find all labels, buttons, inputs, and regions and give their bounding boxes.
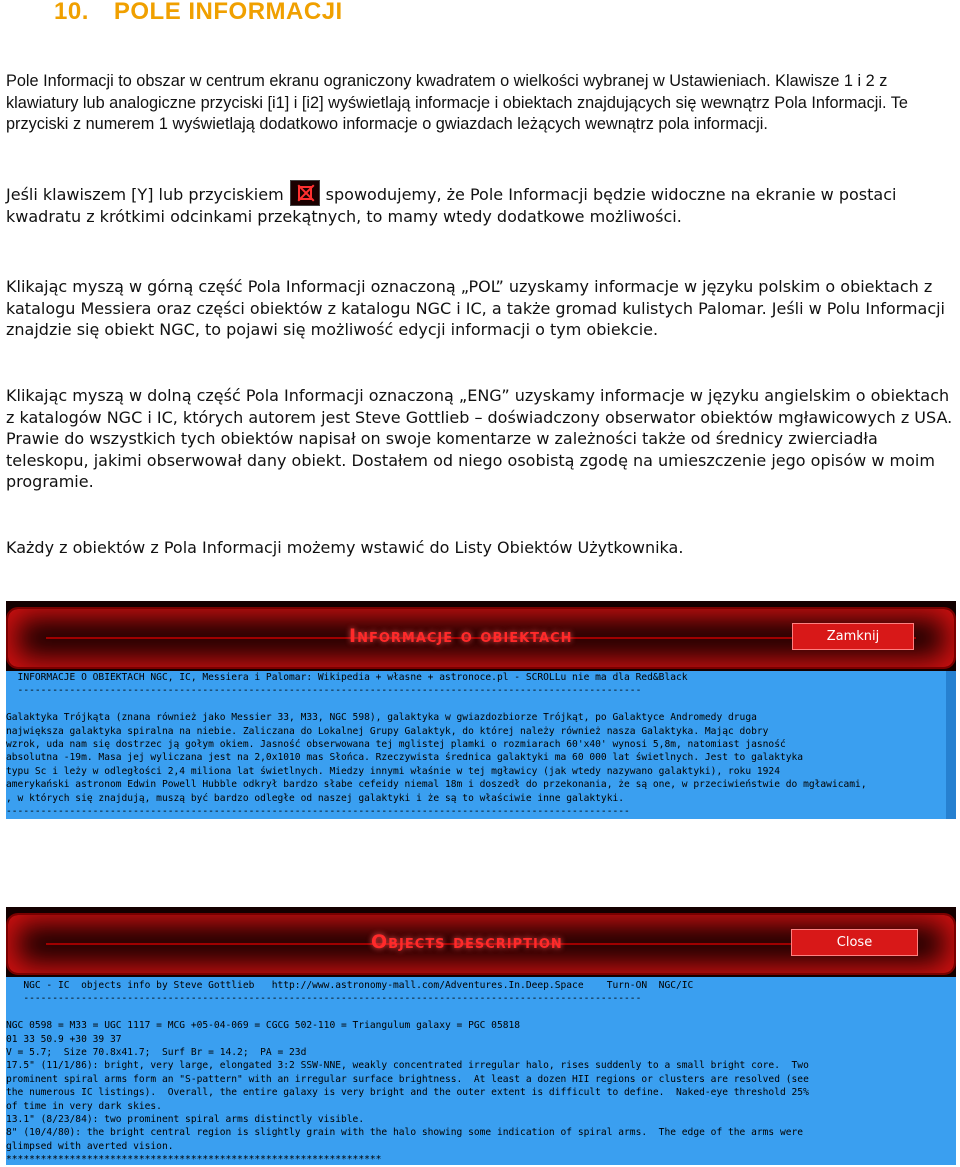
icon-paragraph-before: Jeśli klawiszem [Y] lub przyciskiem bbox=[6, 185, 284, 204]
user-list-paragraph: Każdy z obiektów z Pola Informacji możemy wstawić do Listy Obiektów Użytkownika. bbox=[6, 538, 684, 557]
english-info-window bbox=[6, 907, 956, 1165]
window-title: Informacje o obiektach bbox=[349, 625, 573, 647]
info-text: NGC - IC objects info by Steve Gottlieb http://www.astronomy-mall.com/Adventures.In.Deep.Space Turn-ON NGC/IC ----------------------------------------------------------------------------------------------------------- NGC 0598 = M33 = UGC 1117 = MCG +05-04-069 = CGCG 502-110 = Triangulum galaxy = PGC 05818 01 33 50.9 +30 39 37 V = 5.7; Size 70.8x41.7; Surf Br = 14.2; PA = 23d 17.5" (11/1/86): bright, very large, elongated 3:2 SSW-NNE, weakly concentrated irregular halo, rises suddenly to a small bright core. Two prominent spiral arms form an "S-pattern" with an irregular surface brightness. At least a dozen HII regions or clusters are resolved (see the numerous IC listings). Overall, the entire galaxy is very bright and the outer extent is difficult to define. Naked-eye threshold 25% of time in very dark skies. 13.1" (8/23/84): two prominent spiral arms distinctly visible. 8" (10/4/80): the bright central region is slightly grain with the halo showing some indication of spiral arms. The edge of the arms were glimpsed with averted vision. ***************************************************************** bbox=[6, 980, 809, 1166]
section-number: 10. bbox=[54, 0, 89, 25]
info-text: INFORMACJE O OBIEKTACH NGC, IC, Messiera i Palomar: Wikipedia + własne + astronoce.pl - SCROLLu nie ma dla Red&Black ------------------------------------------------------------------------------------------------------------ Galaktyka Trójkąta (znana również jako Messier 33, M33, NGC 598), galaktyka w gwiazdozbiorze Trójkąt, po Galaktyce Andromedy druga największa galaktyka spiralna na niebie. Zaliczana do Lokalnej Grupy Galaktyk, do której należy również nasza Galaktyka. Mając dobry wzrok, uda nam się dostrzec ją gołym okiem. Jasność obserwowana tej mglistej plamki o rozmiarach 60'x40' wynosi 5,8m, natomiast jasność absolutna -19m. Masa jej wyliczana jest na 2,0x1010 mas Słońca. Rzeczywista średnica galaktyki ma 60 000 lat świetlnych. Jest to galaktyka typu Sc i leży w odległości 2,4 miliona lat świetlnych. Miedzy innymi właśnie w tej mgławicy (jak wtedy nazywano galaktyki), roku 1924 amerykański astronom Edwin Powell Hubble odkrył bardzo słabe cefeidy niemal 18m i doszedł do przekonania, że są one, w przeciwieństwie do mgławicami, , w których się znajdują, muszą być bardzo odległe od naszej galaktyki i że są to właściwie inne galaktyki. ------------------------------------------------------------------------------------------------------------ bbox=[6, 672, 867, 818]
info-text-area bbox=[6, 977, 956, 1165]
pol-paragraph: Klikając myszą w górną część Pola Informacji oznaczoną „POL” uzyskamy informacje w języku polskim o obiektach z katalogu Messiera oraz części obiektów z katalogu NGC i IC, a także gromad kulistych Palomar. Jeśli w Polu Informacji znajdzie się obiekt NGC, to pojawi się możliwość edycji informacji o tym obiekcie. bbox=[6, 277, 945, 339]
section-heading bbox=[54, 0, 343, 26]
close-button[interactable]: Close bbox=[791, 929, 918, 956]
window-header bbox=[6, 601, 956, 671]
section-title: POLE INFORMACJI bbox=[113, 0, 343, 25]
intro-paragraph: Pole Informacji to obszar w centrum ekranu ograniczony kwadratem o wielkości wybranej w Ustawieniach. Klawisze 1 i 2 z klawiatury lub analogiczne przyciski [i1] i [i2] wyświetlają informacje i obiektach znajdujących się wewnątrz Pola Informacji. Te przyciski z numerem 1 wyświetlają dodatkowo informacje o gwiazdach leżących wewnątrz pola informacji. bbox=[6, 72, 908, 133]
eng-paragraph: Klikając myszą w dolną część Pola Informacji oznaczoną „ENG” uzyskamy informacje w języku angielskim o obiektach z katalogów NGC i IC, których autorem jest Steve Gottlieb – doświadczony obserwator obiektów mgławicowych z USA. Prawie do wszystkich tych obiektów napisał on swoje komentarze w zależności także od średnicy zwierciadła teleskopu, jakimi obserwował dany obiekt. Dostałem od niego osobistą zgodę na umieszczenie jego opisów w moim programie. bbox=[6, 386, 953, 491]
icon-paragraph-after: spowodujemy, że Pole Informacji będzie widoczne na ekranie w postaci kwadratu z krótkimi odcinkami przekątnych, to mamy wtedy dodatkowe możliwości. bbox=[6, 185, 897, 226]
window-title: Objects description bbox=[371, 931, 563, 953]
info-text-area bbox=[6, 671, 956, 819]
icon-paragraph bbox=[6, 180, 956, 228]
window-header bbox=[6, 907, 956, 977]
polish-info-window bbox=[6, 601, 956, 819]
scrollbar[interactable] bbox=[946, 671, 956, 819]
close-button[interactable]: Zamknij bbox=[792, 623, 914, 650]
red-square-diagonals-icon bbox=[290, 180, 320, 206]
